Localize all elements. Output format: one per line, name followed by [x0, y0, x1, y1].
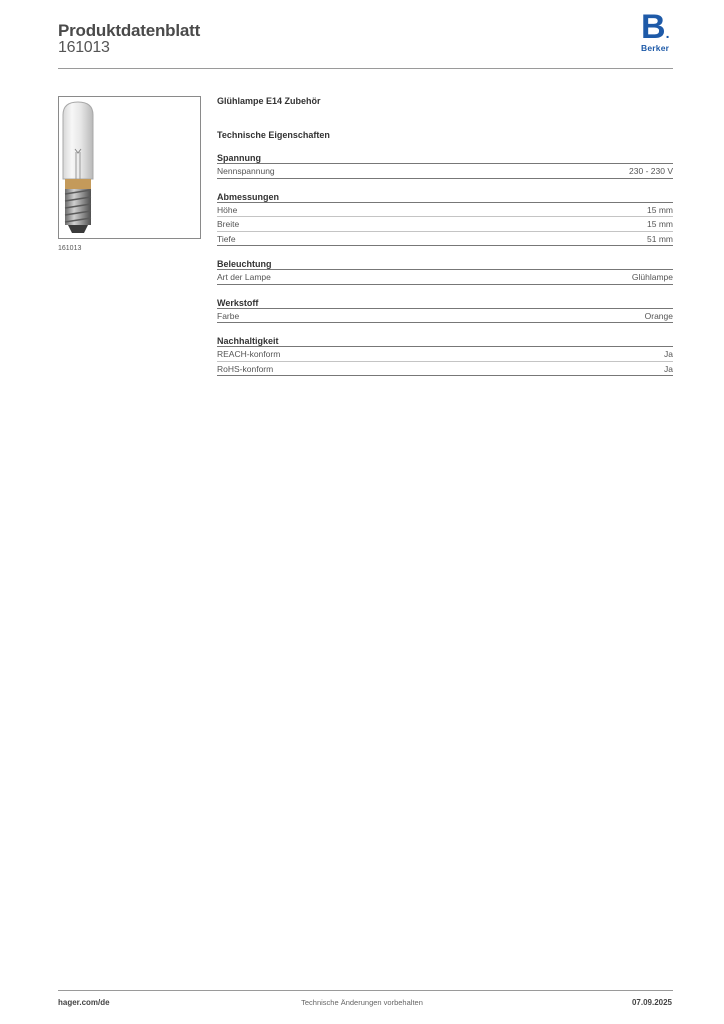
spec-label: Tiefe [217, 233, 236, 244]
spec-value: Ja [664, 363, 673, 374]
spec-value: 15 mm [647, 219, 673, 229]
spec-row [217, 232, 673, 247]
spec-value: 51 mm [647, 233, 673, 244]
spec-row [217, 217, 673, 232]
footer-divider [58, 990, 673, 991]
spec-value: Ja [664, 349, 673, 359]
product-number: 161013 [58, 39, 110, 56]
light-bulb-icon [59, 97, 200, 238]
spec-label: Farbe [217, 310, 240, 321]
spec-value: 230 - 230 V [629, 166, 673, 176]
spec-group-title: Abmessungen [217, 191, 673, 203]
spec-group-title: Nachhaltigkeit [217, 335, 673, 347]
spec-row [217, 362, 673, 377]
spec-row [217, 164, 673, 179]
spec-label: Art der Lampe [217, 272, 271, 282]
image-caption: 161013 [58, 245, 82, 252]
spec-label: RoHS-konform [217, 363, 274, 374]
spec-row [217, 270, 673, 285]
spec-label: Nennspannung [217, 166, 275, 176]
spec-group-title: Beleuchtung [217, 258, 673, 270]
spec-label: Höhe [217, 204, 238, 215]
header-divider [58, 68, 673, 69]
spec-row [217, 347, 673, 362]
product-title: Glühlampe E14 Zubehör [217, 96, 321, 106]
footer-date: 07.09.2025 [631, 998, 672, 1007]
spec-group-title: Werkstoff [217, 297, 673, 309]
footer-website: hager.com/de [58, 998, 110, 1007]
spec-group-spannung [217, 152, 673, 179]
section-heading: Technische Eigenschaften [217, 130, 330, 140]
page-title: Produktdatenblatt [58, 21, 201, 40]
berker-logo-mark: B. [641, 8, 670, 46]
spec-value: 15 mm [647, 204, 673, 215]
footer-disclaimer: Technische Änderungen vorbehalten [301, 998, 423, 1007]
spec-label: REACH-konform [217, 349, 281, 359]
spec-value: Orange [644, 310, 673, 321]
spec-row [217, 309, 673, 324]
spec-group-werkstoff [217, 297, 673, 324]
spec-row [217, 203, 673, 218]
spec-group-nachhaltigkeit [217, 335, 673, 376]
berker-logo [640, 8, 674, 54]
spec-group-abmessungen [217, 191, 673, 247]
product-specs [217, 96, 673, 376]
product-image [58, 96, 201, 239]
berker-logo-text: Berker [641, 43, 670, 53]
spec-value: Glühlampe [631, 272, 673, 282]
spec-label: Breite [217, 219, 240, 229]
spec-group-title: Spannung [217, 152, 673, 164]
spec-group-beleuchtung [217, 258, 673, 285]
